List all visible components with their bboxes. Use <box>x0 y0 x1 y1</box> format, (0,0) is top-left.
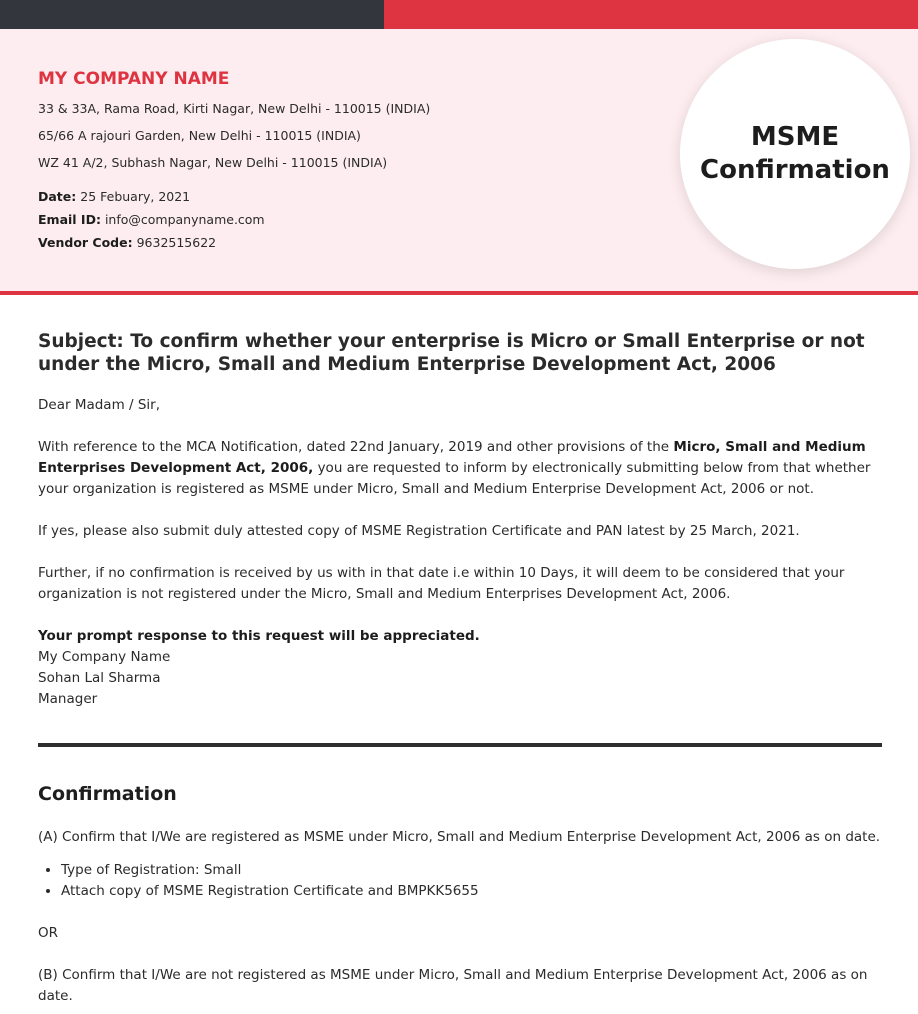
list-item: • Attach copy of MSME Registration Certificate and BMPKK5655 <box>61 881 882 902</box>
paragraph-deadline: Further, if no confirmation is received by us with in that date i.e within 10 Days, it will deem to be considered that your organization is not registered under the Micro, Small and Medium Enterprises Development Act, 2006. <box>38 565 845 602</box>
vendor-code-row <box>38 235 216 250</box>
closing-line: Your prompt response to this request will be appreciated. <box>38 628 480 644</box>
salutation: Dear Madam / Sir, <box>38 397 161 413</box>
document-title-line-2: Confirmation <box>700 155 890 185</box>
email-row <box>38 212 265 227</box>
address-line-1: 33 & 33A, Rama Road, Kirti Nagar, New Delhi - 110015 (INDIA) <box>38 101 431 116</box>
or-separator: OR <box>38 925 59 941</box>
date-row <box>38 189 190 204</box>
signature-company: My Company Name <box>38 649 171 665</box>
signature-block <box>38 626 882 710</box>
letter-header <box>0 29 918 295</box>
paragraph-reference-end: you are requested to inform by electronically submitting below from that whether your organization is registered as MSME under Micro, Small and Medium Enterprise Development Act, 2006 or not. <box>38 460 871 497</box>
section-divider <box>38 743 882 747</box>
email-label: Email ID: <box>38 212 101 227</box>
document-title <box>690 121 900 187</box>
document-title-badge <box>680 39 910 269</box>
vendor-code-label: Vendor Code: <box>38 235 133 250</box>
signature-name: Sohan Lal Sharma <box>38 670 161 686</box>
top-bar-dark-segment <box>0 0 384 29</box>
paragraph-submission: If yes, please also submit duly attested copy of MSME Registration Certificate and PAN latest by 25 March, 2021. <box>38 523 800 539</box>
list-item: • Type of Registration: Small <box>61 860 882 881</box>
document-title-line-1: MSME <box>750 122 840 152</box>
confirmation-option-b: (B) Confirm that I/We are not registered as MSME under Micro, Small and Medium Enterprise Development Act, 2006 as on date. <box>38 967 868 1004</box>
vendor-code-value: 9632515622 <box>136 235 217 250</box>
act-name-bold: Micro, Small and Medium Enterprises Development Act, 2006, <box>38 439 866 476</box>
email-value: info@companyname.com <box>104 212 265 227</box>
letter-body <box>38 330 882 1014</box>
company-name: MY COMPANY NAME <box>38 69 230 89</box>
address-line-2: 65/66 A rajouri Garden, New Delhi - 110015 (INDIA) <box>38 128 361 143</box>
registration-details-list <box>38 860 882 902</box>
top-color-bar <box>0 0 918 29</box>
signature-title: Manager <box>38 691 98 707</box>
address-line-3: WZ 41 A/2, Subhash Nagar, New Delhi - 110015 (INDIA) <box>38 155 388 170</box>
confirmation-heading: Confirmation <box>38 783 177 805</box>
date-value: 25 Febuary, 2021 <box>80 189 191 204</box>
top-bar-red-segment <box>384 0 918 29</box>
subject-heading: Subject: To confirm whether your enterprise is Micro or Small Enterprise or not under the Micro, Small and Medium Enterprise Development Act, 2006 <box>38 331 865 375</box>
date-label: Date: <box>38 189 77 204</box>
confirmation-option-a: (A) Confirm that I/We are registered as MSME under Micro, Small and Medium Enterprise Development Act, 2006 as on date. <box>38 829 881 845</box>
paragraph-reference-start: With reference to the MCA Notification, dated 22nd January, 2019 and other provisions of the <box>38 439 674 455</box>
paragraph-reference <box>38 437 882 500</box>
